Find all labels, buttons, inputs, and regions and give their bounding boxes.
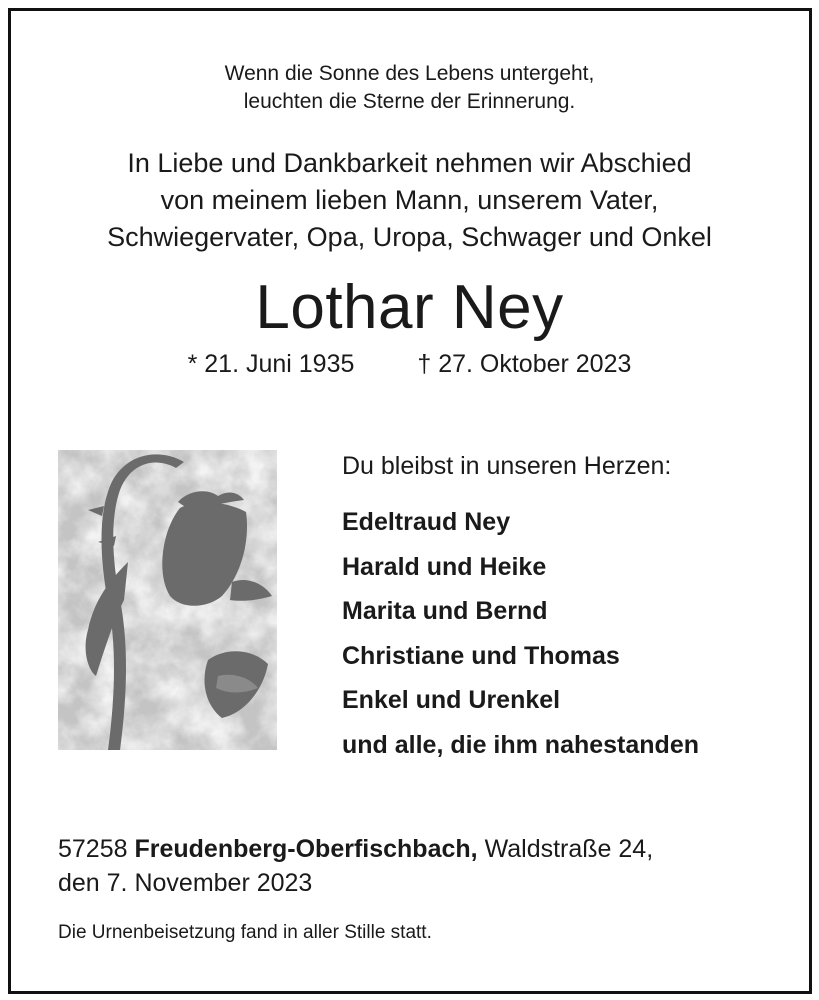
birth-date: * 21. Juni 1935 (187, 350, 355, 378)
rose-image (58, 450, 277, 750)
death-date: † 27. Oktober 2023 (417, 350, 632, 378)
farewell-line-2: von meinem lieben Mann, unserem Vater, (160, 185, 659, 215)
address-block (58, 832, 653, 900)
farewell-line-1: In Liebe und Dankbarkeit nehmen wir Abschied (127, 148, 692, 178)
street-address: Waldstraße 24, (484, 835, 654, 863)
quote-line-2: leuchten die Sterne der Erinnerung. (243, 90, 576, 113)
farewell-text (0, 145, 819, 256)
mourners-heading: Du bleibst in unseren Herzen: (342, 452, 672, 480)
farewell-line-3: Schwiegervater, Opa, Uropa, Schwager und Onkel (107, 222, 712, 252)
mourner-name: Christiane und Thomas (342, 641, 620, 670)
life-dates (0, 348, 819, 380)
burial-note: Die Urnenbeisetzung fand in aller Stille statt. (58, 922, 432, 943)
mourner-name: und alle, die ihm nahestanden (342, 730, 700, 759)
rose-icon (58, 450, 277, 750)
postal-code: 57258 (58, 835, 128, 863)
quote-line-1: Wenn die Sonne des Lebens untergeht, (224, 62, 595, 85)
mourner-name: Edeltraud Ney (342, 508, 511, 536)
town-name: Freudenberg-Oberfischbach, (134, 835, 478, 863)
address-line (58, 832, 653, 866)
mourners-list (342, 500, 699, 767)
notice-date: den 7. November 2023 (58, 869, 313, 897)
memorial-quote (0, 60, 819, 116)
mourner-name: Marita und Bernd (342, 597, 548, 625)
deceased-name: Lothar Ney (255, 273, 564, 342)
mourner-name: Enkel und Urenkel (342, 686, 561, 714)
mourner-name: Harald und Heike (342, 552, 547, 581)
